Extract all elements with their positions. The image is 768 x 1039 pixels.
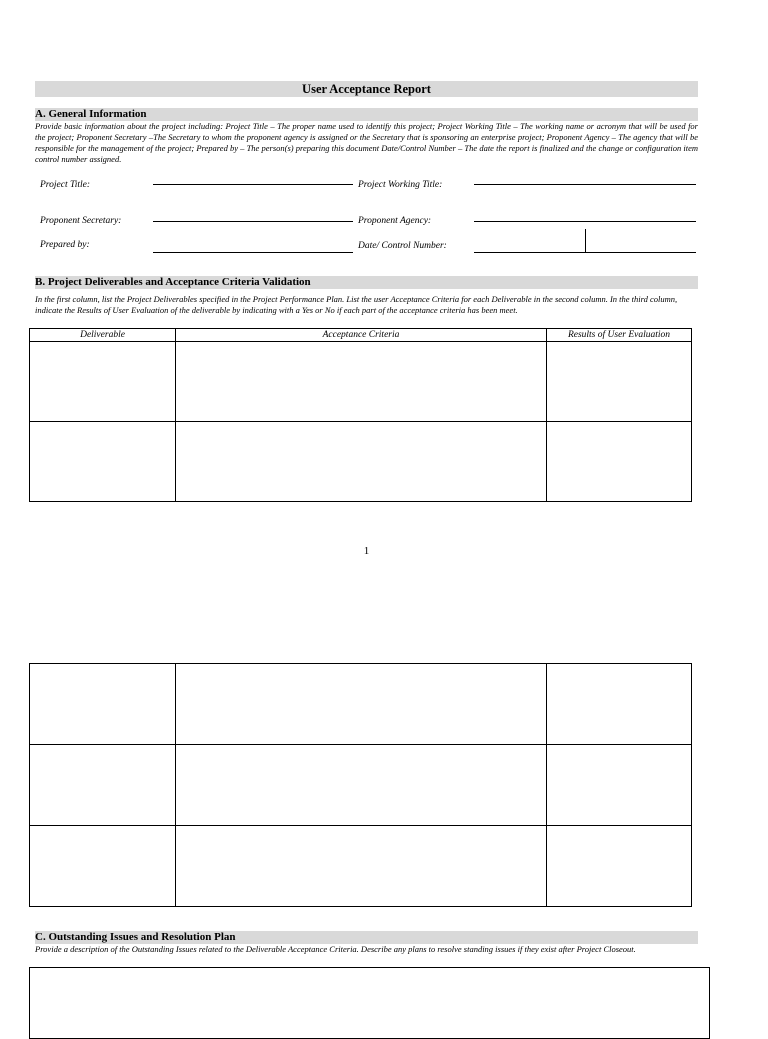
acceptance-criteria-cell[interactable]: [176, 422, 547, 502]
project-working-title-label: Project Working Title:: [358, 180, 443, 190]
prepared-by-label: Prepared by:: [40, 240, 90, 250]
acceptance-criteria-cell[interactable]: [176, 342, 547, 422]
result-cell[interactable]: [547, 745, 692, 826]
deliverable-cell[interactable]: [30, 342, 176, 422]
result-cell[interactable]: [547, 342, 692, 422]
column-header-acceptance-criteria: Acceptance Criteria: [176, 329, 547, 342]
deliverables-table-continued: [29, 663, 692, 907]
table-header-row: [30, 329, 692, 342]
acceptance-criteria-cell[interactable]: [176, 745, 547, 826]
table-row: [30, 664, 692, 745]
table-row: [30, 342, 692, 422]
column-header-deliverable: Deliverable: [30, 329, 176, 342]
prepared-by-field[interactable]: [153, 252, 353, 253]
section-b-heading: B. Project Deliverables and Acceptance Criteria Validation: [35, 276, 698, 289]
project-title-field[interactable]: [153, 184, 353, 185]
result-cell[interactable]: [547, 422, 692, 502]
section-c-description: Provide a description of the Outstanding Issues related to the Deliverable Acceptance Criteria. Describe any plans to resolve standing issues if they exist after Project Closeout.: [35, 944, 636, 954]
table-row: [30, 745, 692, 826]
deliverable-cell[interactable]: [30, 422, 176, 502]
column-header-results: Results of User Evaluation: [547, 329, 692, 342]
section-b-description: In the first column, list the Project Deliverables specified in the Project Performance Plan. List the user Acceptance Criteria for each Deliverable in the second column. In the third column, indicate the Results of User Evaluation of the deliverable by indicating with a Yes or No if each part of the acceptance criteria has been meet.: [35, 294, 678, 315]
control-number-field[interactable]: [586, 229, 696, 253]
deliverable-cell[interactable]: [30, 664, 176, 745]
proponent-agency-field[interactable]: [474, 221, 696, 222]
project-working-title-field[interactable]: [474, 184, 696, 185]
date-control-number-label: Date/ Control Number:: [358, 241, 447, 251]
outstanding-issues-box[interactable]: [29, 967, 710, 1039]
proponent-secretary-label: Proponent Secretary:: [40, 216, 122, 226]
section-a-heading: A. General Information: [35, 108, 698, 121]
section-a-description: Provide basic information about the project including: Project Title – The proper name used to identify this project; Project Working Title – The working name or acronym that will be used for the project; Proponent Secretary –The Secretary to whom the proponent agency is assigned or the Secretary that is sponsoring an enterprise project; Proponent Agency – The agency that will be responsible for the management of the project; Prepared by – The person(s) preparing this document Date/Control Number – The date the report is finalized and the change or configuration item control number assigned.: [35, 121, 698, 164]
deliverable-cell[interactable]: [30, 826, 176, 907]
proponent-secretary-field[interactable]: [153, 221, 353, 222]
deliverable-cell[interactable]: [30, 745, 176, 826]
page-number: 1: [363, 545, 370, 557]
result-cell[interactable]: [547, 826, 692, 907]
document-title: User Acceptance Report: [35, 81, 698, 97]
project-title-label: Project Title:: [40, 180, 91, 190]
acceptance-criteria-cell[interactable]: [176, 826, 547, 907]
deliverables-table: [29, 328, 692, 502]
proponent-agency-label: Proponent Agency:: [358, 216, 432, 226]
table-row: [30, 422, 692, 502]
table-row: [30, 826, 692, 907]
section-c-heading: C. Outstanding Issues and Resolution Plan: [35, 931, 698, 944]
result-cell[interactable]: [547, 664, 692, 745]
date-field[interactable]: [474, 229, 586, 253]
acceptance-criteria-cell[interactable]: [176, 664, 547, 745]
